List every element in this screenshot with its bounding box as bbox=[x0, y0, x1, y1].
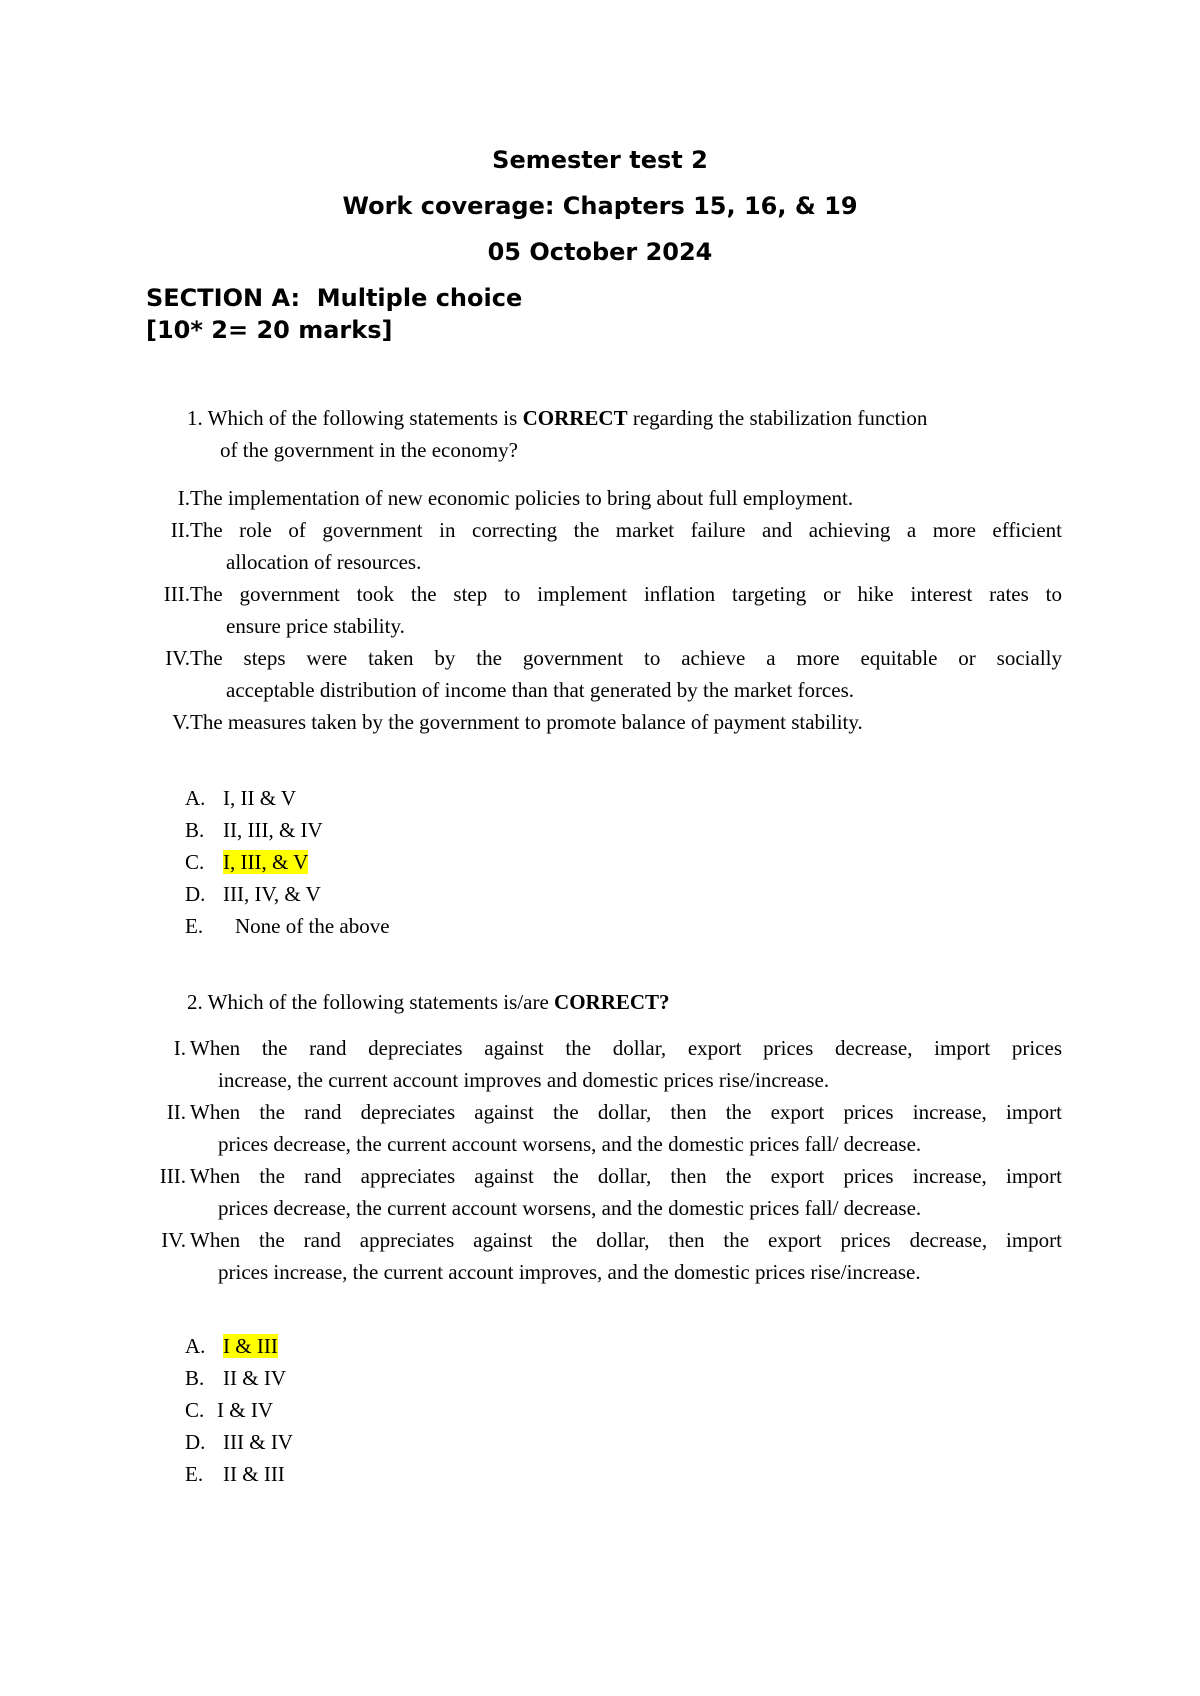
option-text-highlighted: I, III, & V bbox=[223, 850, 309, 874]
question-1-stem bbox=[187, 402, 1062, 466]
answer-option-b bbox=[185, 1362, 286, 1394]
statement-line: The role of government in correcting the market failure and achieving a more efficient bbox=[190, 518, 1062, 542]
question-1-stem-bold: CORRECT bbox=[522, 406, 628, 430]
option-label: D. bbox=[185, 1430, 206, 1454]
statement-number: V. bbox=[172, 710, 190, 734]
option-label: C. bbox=[185, 1398, 205, 1422]
section-title: SECTION A: Multiple choice bbox=[146, 284, 523, 312]
statement-number: II. bbox=[166, 1100, 186, 1124]
answer-option-e bbox=[185, 1458, 285, 1490]
question-1-stem-start: 1. Which of the following statements is bbox=[187, 406, 523, 430]
statement-number: IV. bbox=[161, 1228, 186, 1252]
question-1-stem-continued: of the government in the economy? bbox=[220, 438, 518, 462]
statement-line: prices decrease, the current account worsens, and the domestic prices fall/ decrease. bbox=[218, 1132, 922, 1156]
answer-option-e bbox=[185, 910, 390, 942]
statement-line: When the rand appreciates against the dollar, then the export prices increase, import bbox=[190, 1164, 1062, 1188]
statement-line: The implementation of new economic policies to bring about full employment. bbox=[190, 486, 854, 510]
statement-number: III. bbox=[159, 1164, 186, 1188]
option-text: III, IV, & V bbox=[223, 882, 321, 906]
statement-number: I. bbox=[177, 486, 190, 510]
option-text: II, III, & IV bbox=[223, 818, 323, 842]
option-text-highlighted: I & III bbox=[223, 1334, 278, 1358]
question-2-stem bbox=[187, 986, 1062, 1018]
question-1-stem-end: regarding the stabilization function bbox=[627, 406, 928, 430]
statement-line: The measures taken by the government to promote balance of payment stability. bbox=[190, 710, 863, 734]
statement-line: allocation of resources. bbox=[226, 550, 422, 574]
statement-line: The steps were taken by the government to achieve a more equitable or socially bbox=[190, 646, 1062, 670]
option-text: None of the above bbox=[235, 914, 390, 938]
answer-option-c bbox=[185, 846, 308, 878]
option-label: A. bbox=[185, 1334, 206, 1358]
option-label: C. bbox=[185, 850, 205, 874]
question-2-stem-start: 2. Which of the following statements is/are bbox=[187, 990, 555, 1014]
statement-line: When the rand depreciates against the dollar, then the export prices increase, import bbox=[190, 1100, 1062, 1124]
statement-line: acceptable distribution of income than that generated by the market forces. bbox=[226, 678, 855, 702]
test-date: 05 October 2024 bbox=[487, 238, 713, 266]
statement-line: When the rand appreciates against the dollar, then the export prices decrease, import bbox=[190, 1228, 1062, 1252]
statement-number: I. bbox=[173, 1036, 186, 1060]
option-label: B. bbox=[185, 1366, 205, 1390]
statement-number: IV. bbox=[165, 646, 190, 670]
work-coverage: Work coverage: Chapters 15, 16, & 19 bbox=[342, 192, 858, 220]
option-label: B. bbox=[185, 818, 205, 842]
option-text: II & IV bbox=[223, 1366, 286, 1390]
option-label: A. bbox=[185, 786, 206, 810]
question-2-stem-bold: CORRECT? bbox=[554, 990, 670, 1014]
answer-option-d bbox=[185, 878, 321, 910]
test-title: Semester test 2 bbox=[492, 146, 708, 174]
option-label: E. bbox=[185, 1462, 204, 1486]
statement-number: III. bbox=[163, 582, 190, 606]
statement-line: prices increase, the current account improves, and the domestic prices rise/increase. bbox=[218, 1260, 921, 1284]
option-text: I, II & V bbox=[223, 786, 297, 810]
option-label: E. bbox=[185, 914, 204, 938]
section-marks: [10* 2= 20 marks] bbox=[146, 316, 393, 344]
statement-line: When the rand depreciates against the dollar, export prices decrease, import prices bbox=[190, 1036, 1062, 1060]
option-label: D. bbox=[185, 882, 206, 906]
statement-line: The government took the step to implement inflation targeting or hike interest rates to bbox=[190, 582, 1062, 606]
statement-line: prices decrease, the current account worsens, and the domestic prices fall/ decrease. bbox=[218, 1196, 922, 1220]
answer-option-b bbox=[185, 814, 323, 846]
option-text: I & IV bbox=[217, 1398, 273, 1422]
answer-option-c bbox=[185, 1394, 273, 1426]
answer-option-a bbox=[185, 782, 296, 814]
option-text: II & III bbox=[223, 1462, 285, 1486]
statement-line: increase, the current account improves and domestic prices rise/increase. bbox=[218, 1068, 830, 1092]
option-text: III & IV bbox=[223, 1430, 293, 1454]
answer-option-a bbox=[185, 1330, 278, 1362]
statement-line: ensure price stability. bbox=[226, 614, 405, 638]
statement-number: II. bbox=[170, 518, 190, 542]
answer-option-d bbox=[185, 1426, 293, 1458]
